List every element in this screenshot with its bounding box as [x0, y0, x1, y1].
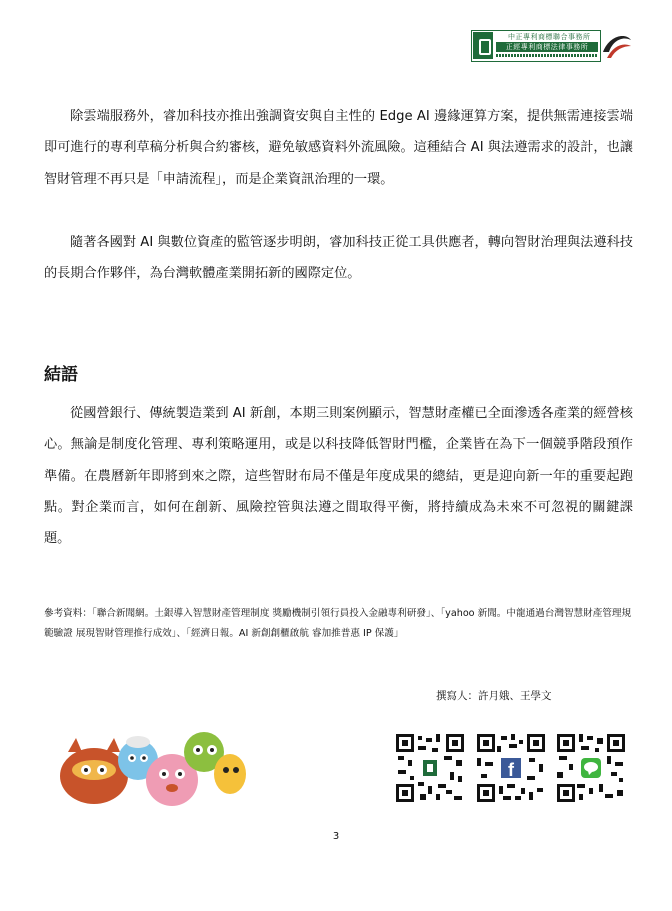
paragraph-regulation-text: 隨著各國對 AI 與數位資產的監管逐步明朗，睿加科技正從工具供應者，轉向智財治理與法遵科技的長期合作夥伴，為台灣軟體產業開拓新的國際定位。 — [44, 235, 633, 282]
logo-mark-icon — [473, 32, 493, 59]
qr-code-row — [394, 732, 628, 804]
paragraph-conclusion — [44, 398, 633, 554]
logo-box — [471, 30, 601, 62]
firm-logo — [471, 30, 632, 63]
conclusion-heading: 結語 — [44, 365, 78, 385]
website-qr-code[interactable] — [394, 732, 466, 804]
logo-line1: 中正專利商標聯合事務所 — [508, 33, 591, 41]
svg-text:f: f — [508, 760, 514, 780]
line-qr-code[interactable] — [555, 732, 627, 804]
mascot-illustration — [54, 718, 248, 810]
facebook-qr-code[interactable] — [475, 732, 547, 804]
paragraph-regulation — [44, 227, 633, 290]
logo-swoosh-icon — [601, 30, 633, 62]
paragraph-conclusion-text: 從國營銀行、傳統製造業到 AI 新創，本期三則案例顯示，智慧財產權已全面滲透各產業的經營核心。無論是制度化管理、專利策略運用，或是以科技降低智財門檻，企業皆在為下一個競爭階段預作準備。在農曆新年即將到來之際，這些智財布局不僅是年度成果的總結，更是迎向新一年的重要起跑點。對企業而言，如何在創新、風險控管與法遵之間取得平衡，將持續成為未來不可忽視的關鍵課題。 — [44, 406, 633, 547]
page-number: 3 — [332, 831, 340, 842]
references: 參考資料：「聯合新聞網。土銀導入智慧財產管理制度 獎勵機制引領行員投入金融專利研發」、「yahoo 新聞。中龍通過台灣智慧財產管理規範驗證 展現智財管理推行成效」、「經濟日報。AI 新創創櫃啟航 睿加推普惠 IP 保護」 — [44, 608, 632, 639]
author-line: 撰寫人：許月娥、王學文 — [436, 690, 552, 702]
paragraph-edge-ai — [44, 101, 633, 195]
paragraph-edge-ai-text: 除雲端服務外，睿加科技亦推出強調資安與自主性的 Edge AI 邊緣運算方案，提供無需連接雲端即可進行的專利草稿分析與合約審核，避免敏感資料外流風險。這種結合 AI 與法遵需求的設計，也讓智財管理不再只是「申請流程」，而是企業資訊治理的一環。 — [44, 109, 633, 187]
logo-stripe — [496, 54, 598, 57]
logo-line2: 正經專利商標法律事務所 — [496, 42, 598, 52]
